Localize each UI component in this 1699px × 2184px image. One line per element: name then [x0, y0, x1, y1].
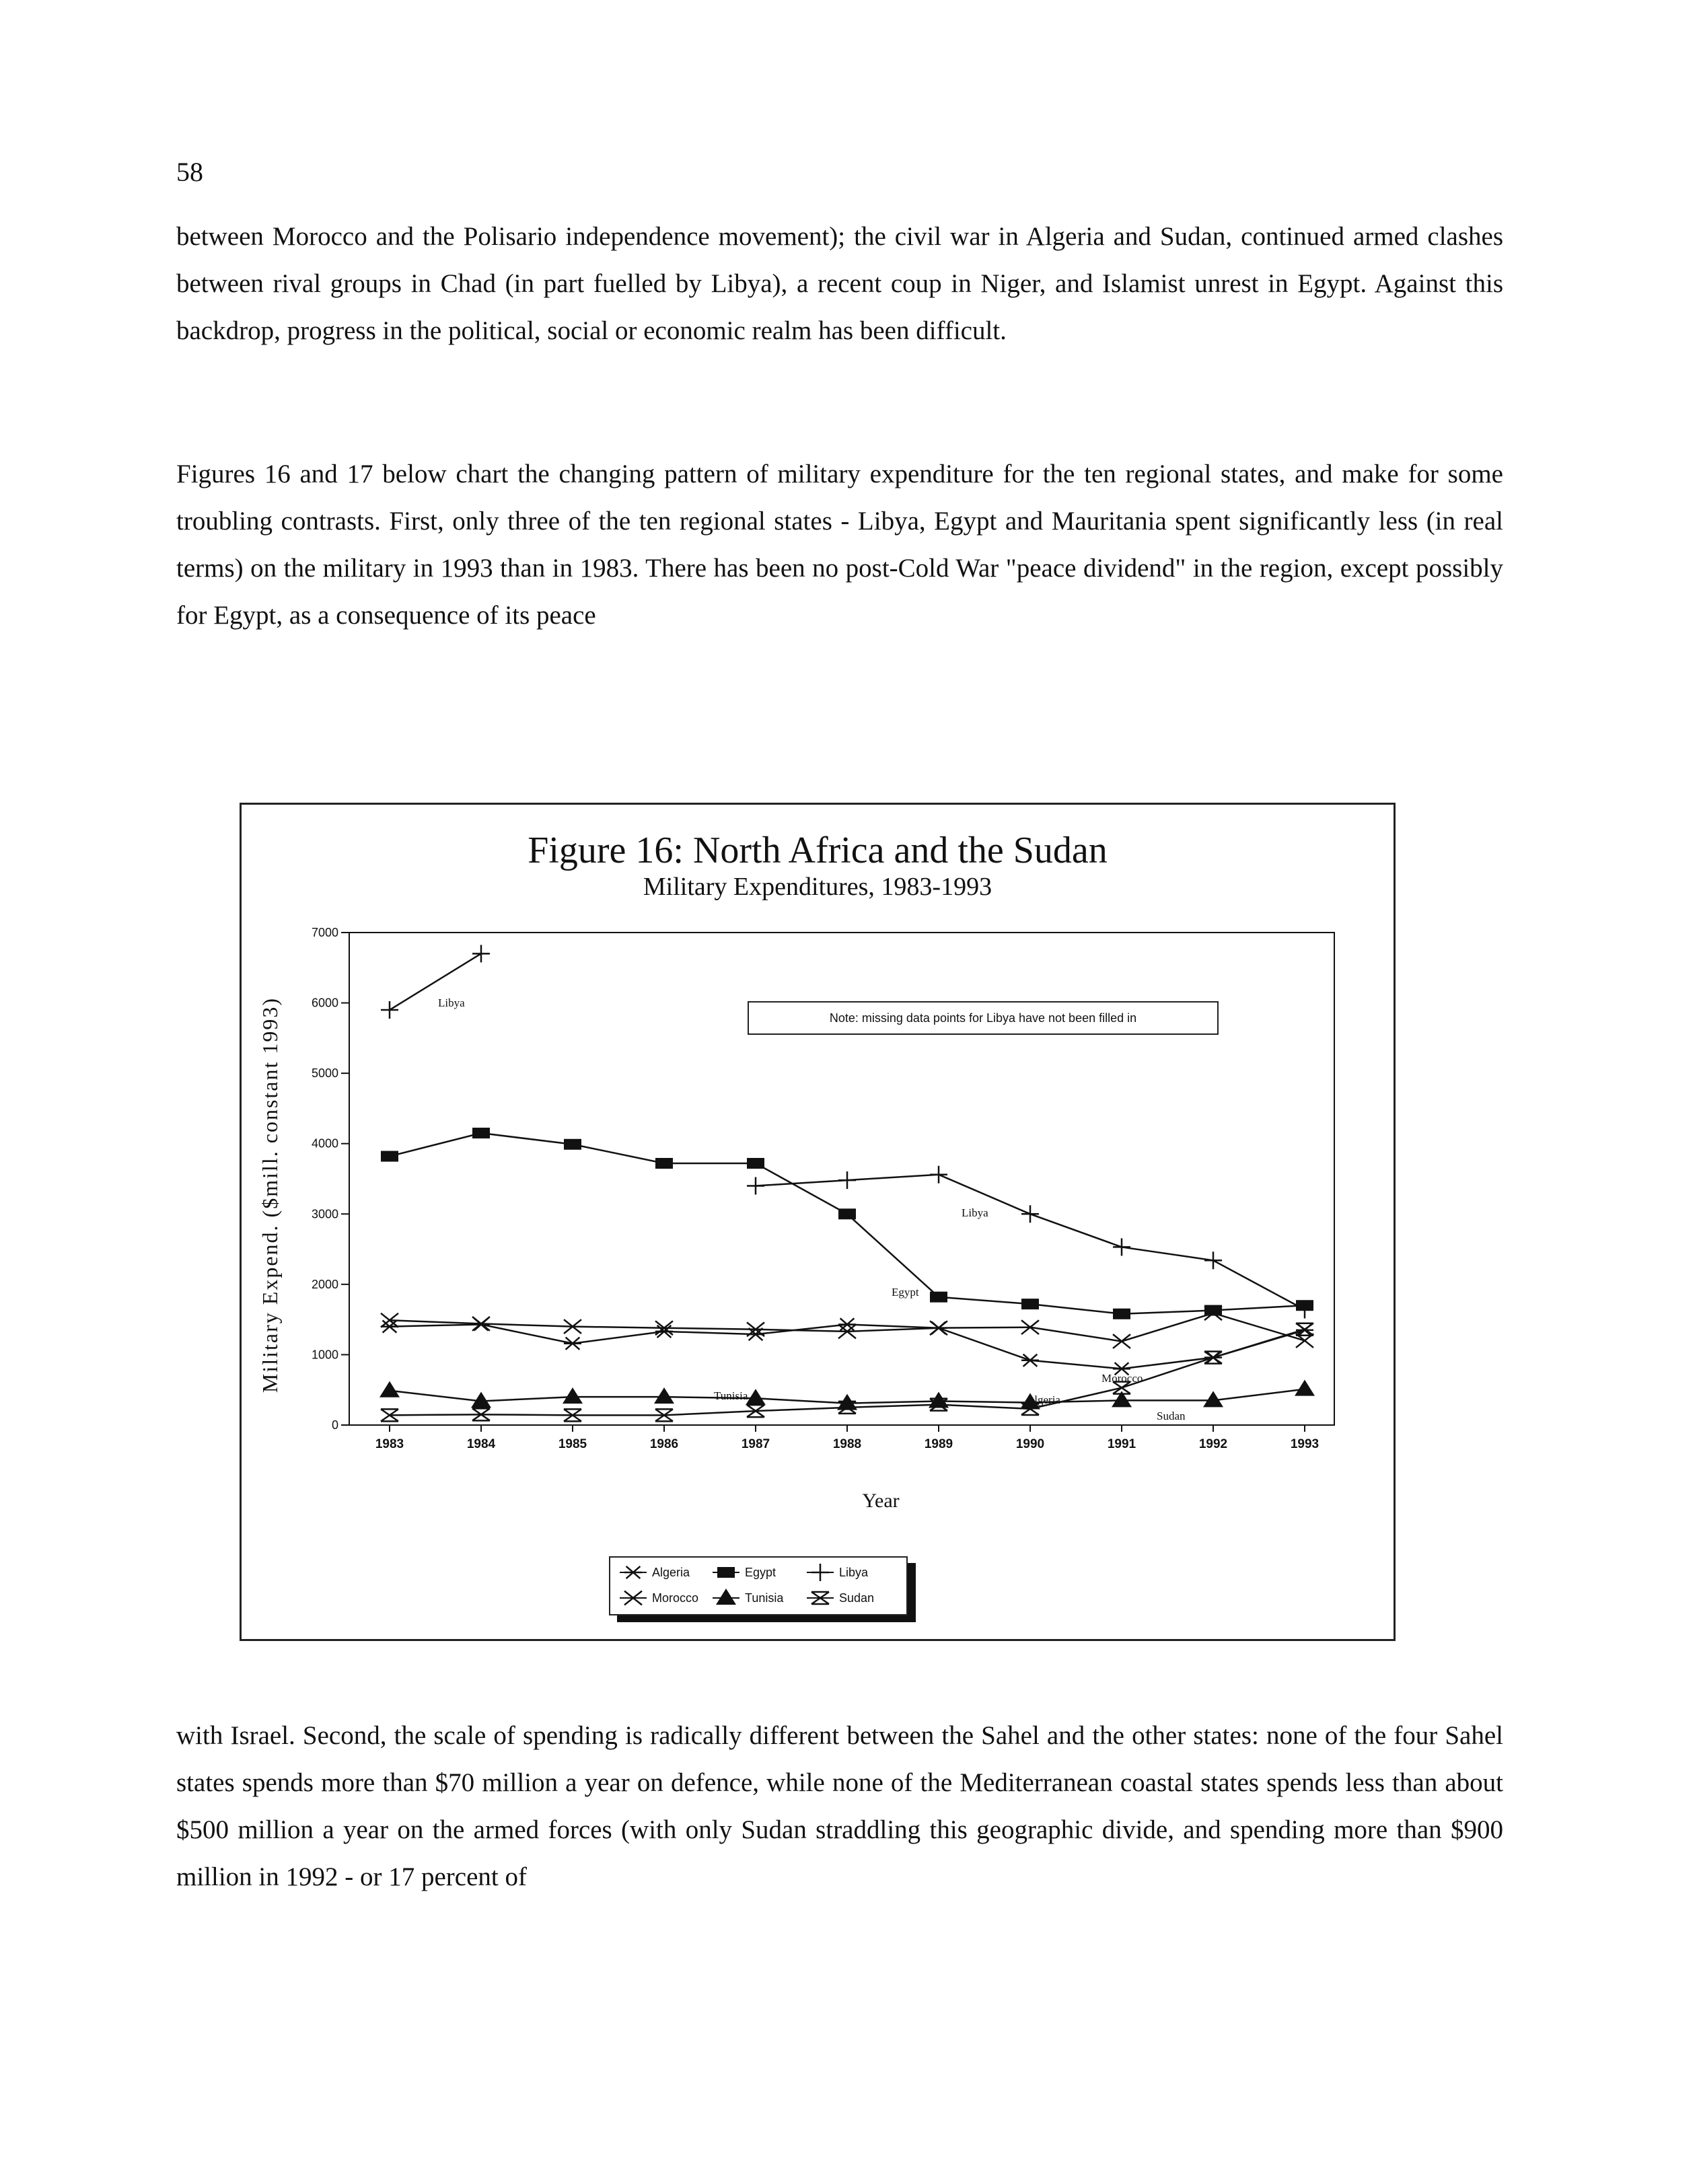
series-line-libya [756, 1175, 1305, 1310]
legend-swatch-tunisia [711, 1588, 741, 1608]
series-line-morocco [390, 1313, 1305, 1342]
data-point-egypt [838, 1208, 856, 1219]
y-tick-label: 3000 [311, 1207, 338, 1221]
data-point-tunisia [379, 1381, 400, 1397]
data-point-egypt [564, 1139, 581, 1150]
line-chart [242, 805, 1394, 1639]
legend-swatch-sudan [805, 1588, 835, 1608]
legend-swatch-morocco [618, 1588, 648, 1608]
chart-legend [609, 1556, 908, 1615]
page-number: 58 [176, 157, 203, 187]
series-label-sudan: Sudan [1157, 1410, 1186, 1422]
series-line-egypt [390, 1133, 1305, 1314]
data-point-egypt [930, 1292, 947, 1303]
legend-swatch-egypt [711, 1562, 741, 1582]
data-point-libya [838, 1171, 856, 1189]
legend-label: Libya [839, 1565, 869, 1579]
x-tick-label: 1993 [1290, 1437, 1320, 1451]
y-tick-label: 4000 [311, 1136, 338, 1151]
chart-title: Figure 16: North Africa and the Sudan [528, 830, 1108, 871]
x-tick-label: 1988 [832, 1437, 862, 1451]
legend-label: Egypt [745, 1565, 776, 1579]
legend-swatch-algeria [618, 1562, 648, 1582]
data-point-egypt [747, 1158, 764, 1169]
legend-item-morocco [618, 1586, 698, 1610]
data-point-tunisia [1295, 1380, 1315, 1396]
data-point-libya [1204, 1251, 1222, 1269]
chart-note: Note: missing data points for Libya have not been filled in [748, 1001, 1219, 1035]
legend-item-egypt [711, 1560, 776, 1585]
body-paragraph-3: with Israel. Second, the scale of spending is radically different between the Sahel and the other states: none of the four Sahel states spends more than $70 million a year on defence, while none of the Mediterranean coastal states spends less than about $500 million a year on the armed forces (with only Sudan straddling this geographic divide, and spending more than $900 million in 1992 - or 17 percent of [176, 1721, 1503, 1891]
x-tick-label: 1984 [466, 1437, 496, 1451]
x-tick-label: 1987 [741, 1437, 770, 1451]
chart-subtitle: Military Expenditures, 1983-1993 [643, 873, 992, 901]
legend-item-libya [805, 1560, 868, 1585]
x-axis-label: Year [862, 1490, 900, 1512]
legend-item-tunisia [711, 1586, 783, 1610]
data-point-egypt [1113, 1309, 1130, 1319]
data-point-egypt [1021, 1299, 1039, 1309]
series-label-libya: Libya [962, 1206, 988, 1219]
series-label-tunisia: Tunisia [714, 1389, 748, 1402]
legend-label: Algeria [652, 1565, 690, 1579]
x-tick-label: 1990 [1015, 1437, 1045, 1451]
data-point-libya [930, 1166, 947, 1184]
x-tick-label: 1989 [924, 1437, 953, 1451]
data-point-libya [1113, 1238, 1130, 1255]
y-tick-label: 2000 [311, 1277, 338, 1291]
data-point-algeria [838, 1318, 856, 1330]
series-label-libya: Libya [438, 996, 465, 1009]
legend-label: Tunisia [745, 1591, 784, 1605]
figure-16 [240, 803, 1396, 1641]
x-tick-label: 1986 [649, 1437, 679, 1451]
data-point-libya [381, 1001, 398, 1019]
data-point-tunisia [563, 1387, 583, 1404]
series-label-morocco: Morocco [1101, 1372, 1143, 1385]
series-label-egypt: Egypt [892, 1286, 919, 1299]
data-point-egypt [472, 1128, 490, 1138]
y-tick-label: 5000 [311, 1066, 338, 1081]
data-point-algeria [1021, 1354, 1039, 1367]
series-label-algeria: Algeria [1026, 1393, 1060, 1406]
legend-item-sudan [805, 1586, 874, 1610]
y-tick-label: 0 [331, 1418, 338, 1432]
y-tick-label: 6000 [311, 996, 338, 1010]
body-paragraph-1: between Morocco and the Polisario independence movement); the civil war in Algeria and Sudan, continued armed clashes between rival groups in Chad (in part fuelled by Libya), a recent coup in Niger, and Islamist unrest in Egypt. Against this backdrop, progress in the political, social or economic realm has been difficult. [176, 222, 1503, 345]
y-tick-label: 7000 [311, 926, 338, 939]
data-point-libya [472, 945, 490, 962]
data-point-algeria [564, 1338, 581, 1350]
y-axis-label: Military Expend. ($mill. constant 1993) [258, 996, 282, 1393]
data-point-morocco [1113, 1334, 1130, 1348]
data-point-egypt [381, 1151, 398, 1162]
data-point-tunisia [654, 1387, 674, 1404]
x-tick-label: 1983 [375, 1437, 404, 1451]
data-point-algeria [381, 1321, 398, 1333]
legend-label: Morocco [652, 1591, 699, 1605]
x-tick-label: 1985 [558, 1437, 587, 1451]
legend-item-algeria [618, 1560, 690, 1585]
data-point-tunisia [746, 1389, 766, 1405]
legend-swatch-libya [805, 1562, 835, 1582]
data-point-libya [747, 1177, 764, 1194]
x-tick-label: 1992 [1198, 1437, 1228, 1451]
data-point-egypt [655, 1158, 673, 1169]
legend-label: Sudan [839, 1591, 875, 1605]
data-point-libya [1021, 1205, 1039, 1223]
body-paragraph-2: Figures 16 and 17 below chart the changing pattern of military expenditure for the ten regional states, and make for some troubling contrasts. First, only three of the ten regional states - Libya, Egypt and Mauritania spent significantly less (in real terms) on the military in 1993 than in 1983. There has been no post-Cold War "peace dividend" in the region, except possibly for Egypt, as a consequence of its peace [176, 460, 1503, 630]
x-tick-label: 1991 [1107, 1437, 1136, 1451]
y-tick-label: 1000 [311, 1348, 338, 1362]
series-line-libya [390, 953, 481, 1010]
